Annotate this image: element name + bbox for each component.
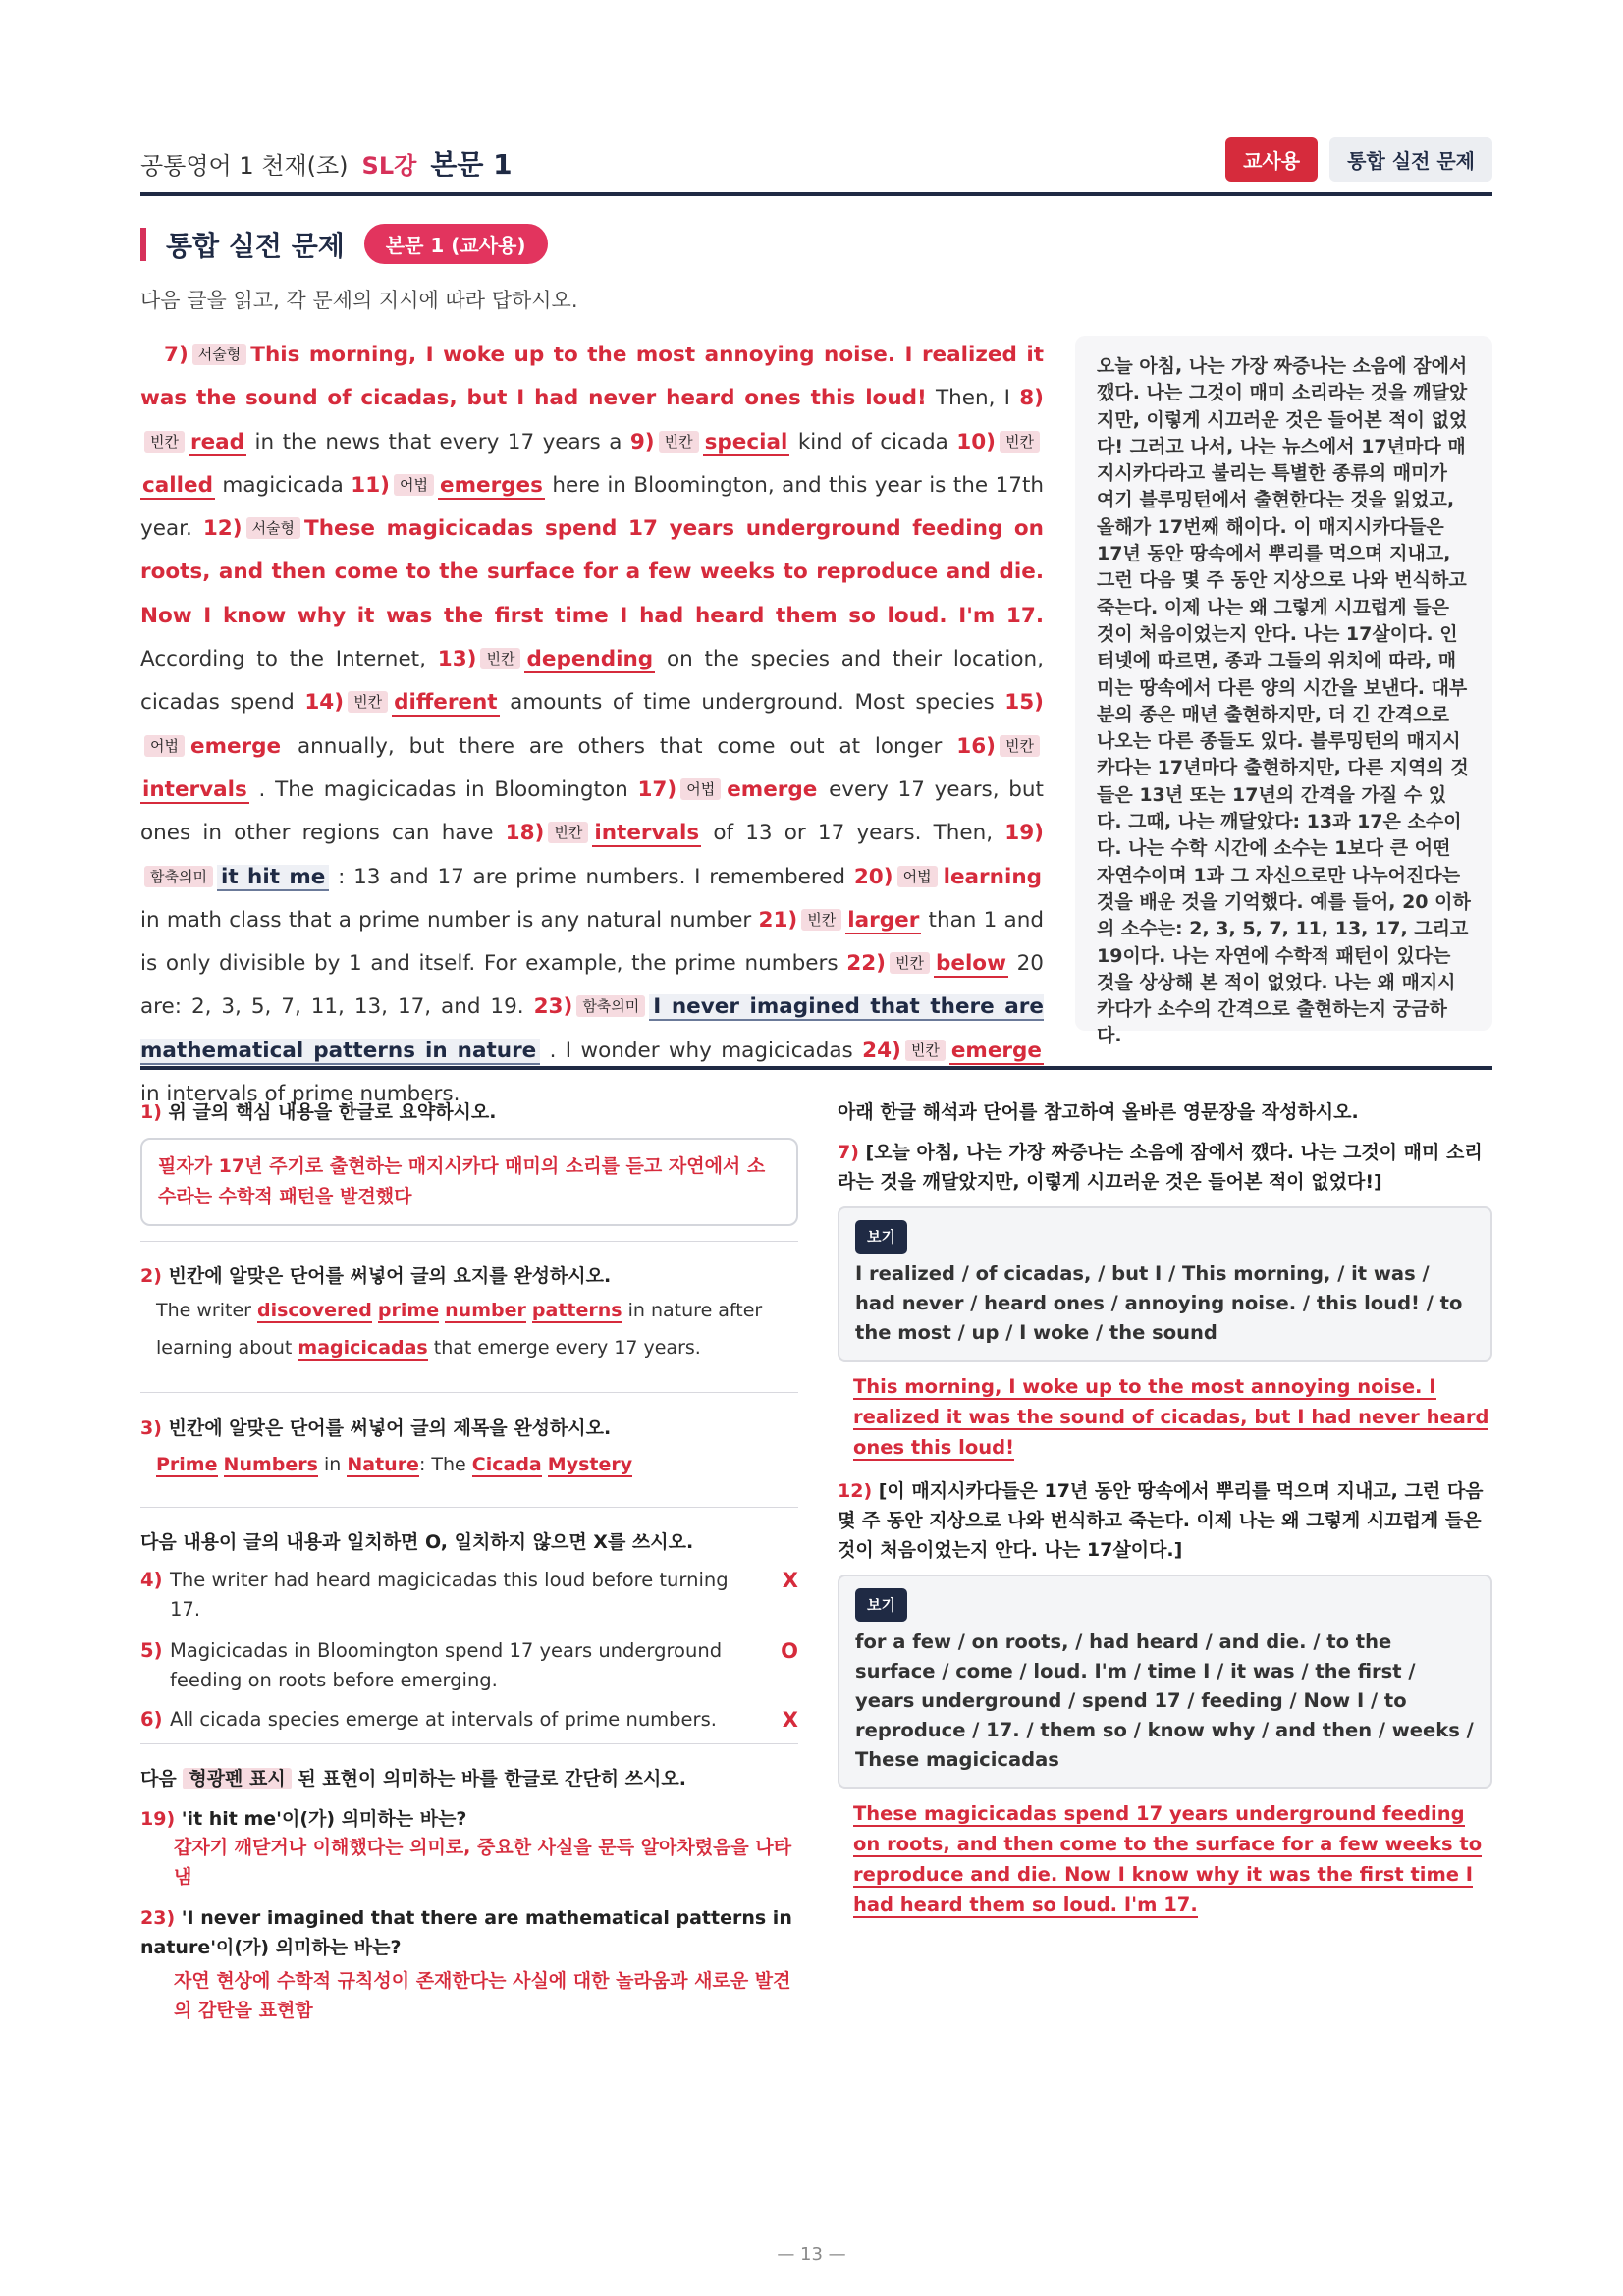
instruction-text: 다음 글을 읽고, 각 문제의 지시에 따라 답하시오.	[140, 289, 578, 312]
passage-segment: in intervals of prime numbers.	[140, 1082, 460, 1107]
passage-segment: than 1 and is only divisible by 1 and itself. For example, the prime numbers	[140, 907, 1044, 977]
tf-answer: X	[782, 1569, 798, 1592]
blank-answer: intervals	[594, 821, 700, 846]
fill-word: Numbers	[223, 1454, 318, 1475]
compose-q7-prompt	[838, 1138, 1492, 1197]
section-accent-bar	[140, 228, 146, 261]
blank-answer: depending	[526, 647, 654, 672]
q-num: 10)	[956, 429, 997, 454]
passage-segment: every 17 years, but ones in other regions can have	[140, 776, 1044, 846]
type-badge: 통합 실전 문제	[1329, 137, 1492, 182]
tag-blank: 빈칸	[1000, 431, 1040, 453]
tag-grammar: 어법	[897, 866, 938, 887]
question-text: 'it hit me'이(가) 의미하는 바는?	[175, 1808, 467, 1830]
blank-answer: below	[935, 951, 1006, 977]
passage-segment: amounts of time underground. Most species	[499, 690, 1005, 716]
passage-segment: . The magicicadas in Bloomington	[248, 776, 638, 802]
blank-answer: called	[142, 472, 213, 498]
passage-text	[140, 334, 1044, 1116]
compose-section	[838, 1097, 1492, 1920]
question-text: 빈칸에 알맞은 단어를 써넣어 글의 제목을 완성하시오.	[161, 1417, 612, 1439]
essay-sentence-12: These magicicadas spend 17 years underground feeding on roots, and then come to the surface for a few weeks to reproduce and die. Now I know why it was the first time I had heard them so loud. I'm 17.	[140, 516, 1044, 628]
question-3	[140, 1414, 798, 1483]
q-num: 23)	[533, 994, 573, 1020]
text-segment: : The	[418, 1454, 472, 1475]
question-text: 'I never imagined that there are mathematical patterns in nature'이(가) 의미하는 바는?	[140, 1907, 792, 1958]
fill-word: patterns	[531, 1300, 622, 1321]
section-divider	[140, 1066, 1492, 1070]
question-number: 12)	[838, 1480, 873, 1502]
text-segment: The writer	[156, 1300, 257, 1321]
tag-blank: 빈칸	[890, 952, 930, 974]
q-num: 14)	[304, 690, 345, 716]
q-num: 16)	[956, 733, 997, 759]
text-segment: 된 표현이 의미하는 바를 한글로 간단히 쓰시오.	[291, 1768, 686, 1789]
answer-text: This morning, I woke up to the most annoying noise. I realized it was the sound of cicadas, but I had never heard ones this loud!	[853, 1375, 1489, 1459]
tag-grammar: 어법	[144, 735, 185, 757]
answer-text: These magicicadas spend 17 years underground feeding on roots, and then come to the surface for a few weeks to reproduce and die. Now I know why it was the first time I had heard them so loud. I'm 17.	[853, 1802, 1483, 1916]
question-23	[140, 1903, 798, 1962]
answer-box: 필자가 17년 주기로 출현하는 매지시카다 매미의 소리를 듣고 자연에서 소수라는 수학적 패턴을 발견했다	[140, 1138, 798, 1226]
compose-answer-7	[838, 1371, 1492, 1463]
separator	[140, 1241, 798, 1242]
q-num: 7)	[164, 343, 189, 367]
tag-blank: 빈칸	[1000, 735, 1040, 757]
answer-23: 자연 현상에 수학적 규칙성이 존재한다는 사실에 대한 놀라움과 새로운 발견의 감탄을 표현함	[174, 1970, 791, 2021]
q-num: 24)	[862, 1038, 901, 1063]
blank-answer: different	[394, 690, 498, 716]
text-segment: 다음	[140, 1768, 184, 1789]
tf-answer: O	[781, 1639, 798, 1663]
tf-number: 5)	[140, 1639, 163, 1662]
compose-q12-prompt	[838, 1476, 1492, 1565]
unit-label: 본문 1	[430, 148, 513, 181]
section-pill: 본문 1 (교사용)	[364, 224, 548, 264]
question-text: 위 글의 핵심 내용을 한글로 요약하시오.	[161, 1101, 497, 1123]
word-bank-words: for a few / on roots, / had heard / and die. / to the surface / come / loud. I'm / time I / it was / the first / years underground / spend 17 / feeding / Now I / to reproduce / 17. / them so / know why / and then / weeks / These magicicadas	[855, 1630, 1474, 1771]
q-num: 11)	[351, 472, 391, 498]
korean-prompt: [오늘 아침, 나는 가장 짜증나는 소음에 잠에서 깼다. 나는 그것이 매미 소리라는 것을 깨달았지만, 이렇게 시끄러운 것은 들어본 적이 없었다!]	[838, 1142, 1483, 1193]
passage-segment: : 13 and 17 are prime numbers. I remembered	[329, 864, 854, 889]
q-num: 15)	[1004, 690, 1044, 716]
q-num: 18)	[505, 821, 545, 846]
tag-essay: 서술형	[192, 344, 246, 365]
book-title: 공통영어 1 천재(조)	[140, 152, 349, 180]
question-1	[140, 1097, 798, 1226]
passage-segment: Then, I	[926, 386, 1020, 411]
grammar-answer: emerges	[440, 472, 543, 498]
separator	[140, 1507, 798, 1508]
fill-word: number	[445, 1300, 526, 1321]
passage-segment: magicicada	[214, 472, 352, 498]
answer-19: 갑자기 깨닫거나 이해했다는 의미로, 중요한 사실을 문득 알아차렸음을 나타냄	[174, 1837, 792, 1888]
q-num: 21)	[758, 907, 798, 933]
q-num: 17)	[637, 776, 677, 802]
question-19	[140, 1804, 798, 1831]
question-number: 2)	[140, 1265, 162, 1287]
lesson-label: SL강	[361, 152, 417, 180]
blank-answer: intervals	[142, 776, 247, 802]
tag-blank: 빈칸	[905, 1040, 946, 1061]
fill-word: Mystery	[547, 1454, 633, 1475]
fill-word: Prime	[156, 1454, 218, 1475]
tf-statement: Magicicadas in Bloomington spend 17 years underground feeding on roots before emerging.	[170, 1639, 723, 1691]
q-num: 8)	[1019, 386, 1044, 411]
header-title-group	[140, 143, 513, 183]
passage-segment: . I wonder why magicicadas	[540, 1038, 863, 1063]
tag-grammar: 어법	[680, 778, 721, 800]
separator	[140, 1743, 798, 1744]
tag-blank: 빈칸	[348, 691, 388, 713]
fill-word: Nature	[347, 1454, 419, 1475]
essay-sentence-7: This morning, I woke up to the most annoying noise. I realized it was the sound of cicadas, but I had never heard ones this loud!	[140, 343, 1044, 411]
highlight-label: 형광펜 표시	[183, 1768, 291, 1789]
question-2	[140, 1261, 798, 1366]
grammar-answer: emerge	[189, 733, 282, 759]
tf-number: 6)	[140, 1708, 163, 1731]
title-answer	[140, 1446, 798, 1483]
word-bank-words: I realized / of cicadas, / but I / This morning, / it was / had never / heard ones / annoying noise. / this loud! / to the most / up / I woke / the sound	[855, 1262, 1463, 1344]
tf-item	[140, 1705, 798, 1735]
teacher-badge: 교사용	[1225, 137, 1318, 182]
answer-sentence	[140, 1292, 798, 1366]
passage-segment: 20 are: 2, 3, 5, 7, 11, 13, 17, and 19.	[140, 951, 1044, 1020]
text-segment: in nature after learning about	[156, 1300, 763, 1359]
tf-instruction: 다음 내용이 글의 내용과 일치하면 O, 일치하지 않으면 X를 쓰시오.	[140, 1531, 694, 1553]
korean-translation-box: 오늘 아침, 나는 가장 짜증나는 소음에 잠에서 깼다. 나는 그것이 매미 소리라는 것을 깨달았지만, 이렇게 시끄러운 것은 들어본 적이 없었다! 그러고 나서, 나는 뉴스에서 17년마다 매지시카다라고 불리는 특별한 종류의 매미가 여기 블루밍턴에서 출현한다는 것을 읽었고, 올해가 17번째 해이다. 이 매지시카다들은 17년 동안 땅속에서 뿌리를 먹으며 지내고, 그런 다음 몇 주 동안 지상으로 나와 번식하고 죽는다. 이제 나는 왜 그렇게 시끄럽게 들은 것이 처음이었는지 안다. 나는 17살이다. 인터넷에 따르면, 종과 그들의 위치에 따라, 매미는 땅속에서 다른 양의 시간을 보낸다. 대부분의 종은 매년 출현하지만, 더 긴 간격으로 나오는 다른 종들도 있다. 블루밍턴의 매지시카다는 17년마다 출현하지만, 다른 지역의 것들은 13년 또는 17년의 간격을 가질 수 있다. 그때, 나는 깨달았다: 13과 17은 소수이다. 나는 수학 시간에 소수는 1보다 큰 어떤 자연수이며 1과 그 자신으로만 나누어진다는 것을 배운 것을 기억했다. 예를 들어, 20 이하의 소수는: 2, 3, 5, 7, 11, 13, 17, 그리고 19이다. 나는 자연에 수학적 패턴이 있다는 것을 상상해 본 적이 없었다. 나는 왜 매지시카다가 소수의 간격으로 출현하는지 궁금하다.	[1075, 336, 1492, 1031]
question-number: 7)	[838, 1142, 859, 1163]
tf-item	[140, 1636, 798, 1695]
tag-meaning: 함축의미	[144, 866, 213, 887]
tf-number: 4)	[140, 1569, 163, 1591]
page-header	[140, 137, 1492, 196]
word-bank-7	[838, 1206, 1492, 1362]
question-text: 빈칸에 알맞은 단어를 써넣어 글의 요지를 완성하시오.	[161, 1265, 612, 1287]
passage-segment: annually, but there are others that come out at longer	[283, 733, 957, 759]
page-number: — 13 —	[777, 2244, 846, 2265]
bogi-label: 보기	[855, 1220, 907, 1254]
meaning-instruction	[140, 1764, 798, 1790]
separator	[140, 1392, 798, 1393]
passage-segment: here in Bloomington, and this year is the 17th year.	[140, 472, 1044, 542]
header-badges	[1225, 137, 1492, 182]
tag-blank: 빈칸	[548, 822, 588, 843]
passage-segment: kind of cicada	[789, 429, 957, 454]
tag-blank: 빈칸	[480, 648, 520, 669]
meaning-section	[140, 1764, 798, 2025]
q-num: 9)	[629, 429, 655, 454]
passage-segment: in the news that every 17 years a	[246, 429, 630, 454]
passage-segment: in math class that a prime number is any natural number	[140, 907, 759, 933]
fill-word: discovered	[257, 1300, 372, 1321]
tf-item	[140, 1566, 798, 1625]
question-number: 19)	[140, 1808, 176, 1830]
blank-answer: read	[189, 429, 245, 454]
tf-statement: All cicada species emerge at intervals of prime numbers.	[170, 1708, 717, 1731]
compose-answer-12	[838, 1798, 1492, 1920]
korean-prompt: [이 매지시카다들은 17년 동안 땅속에서 뿌리를 먹으며 지내고, 그런 다음 몇 주 동안 지상으로 나와 번식하고 죽는다. 이제 나는 왜 그렇게 시끄럽게 들은 것이 처음이었는지 안다. 나는 17살이다.]	[838, 1480, 1484, 1561]
text-segment: in	[317, 1454, 348, 1475]
highlight-expression: it hit me	[217, 865, 329, 891]
tf-answer: X	[782, 1708, 798, 1732]
bogi-label: 보기	[855, 1588, 907, 1622]
blank-answer: larger	[847, 907, 920, 933]
q-num: 22)	[846, 951, 886, 977]
q-num: 13)	[437, 647, 477, 672]
question-number: 1)	[140, 1101, 162, 1123]
question-number: 23)	[140, 1907, 176, 1929]
tag-blank: 빈칸	[801, 909, 841, 931]
q-num: 20)	[853, 864, 893, 889]
fill-word: Cicada	[471, 1454, 542, 1475]
fill-word: prime	[377, 1300, 440, 1321]
text-segment: that emerge every 17 years.	[427, 1337, 701, 1359]
tag-blank: 빈칸	[144, 431, 185, 453]
passage-segment: According to the Internet,	[140, 647, 438, 672]
grammar-answer: learning	[943, 864, 1043, 889]
grammar-answer: emerge	[727, 776, 818, 802]
passage-segment: of 13 or 17 years. Then,	[701, 821, 1005, 846]
word-bank-12	[838, 1575, 1492, 1789]
question-1-header	[140, 1097, 798, 1124]
true-false-section	[140, 1527, 798, 1735]
tag-blank: 빈칸	[659, 431, 699, 453]
q-num: 19)	[1004, 821, 1044, 846]
fill-word: magicicadas	[298, 1337, 428, 1359]
q-num: 12)	[202, 516, 243, 542]
section-heading: 통합 실전 문제	[166, 229, 345, 262]
section-title	[140, 224, 548, 264]
tag-essay: 서술형	[246, 517, 300, 539]
passage-segment: on the species and their location, cicadas spend	[140, 647, 1044, 716]
tag-meaning: 함축의미	[576, 995, 645, 1017]
tf-statement: The writer had heard magicicadas this loud before turning 17.	[170, 1569, 729, 1621]
question-2-header	[140, 1261, 798, 1288]
question-3-header	[140, 1414, 798, 1440]
blank-answer: special	[704, 429, 788, 454]
highlight-expression: I never imagined that there are mathematical patterns in nature	[140, 994, 1044, 1063]
blank-answer: emerge	[950, 1038, 1042, 1063]
compose-instruction: 아래 한글 해석과 단어를 참고하여 올바른 영문장을 작성하시오.	[838, 1101, 1359, 1123]
tag-grammar: 어법	[394, 474, 434, 496]
question-number: 3)	[140, 1417, 162, 1439]
